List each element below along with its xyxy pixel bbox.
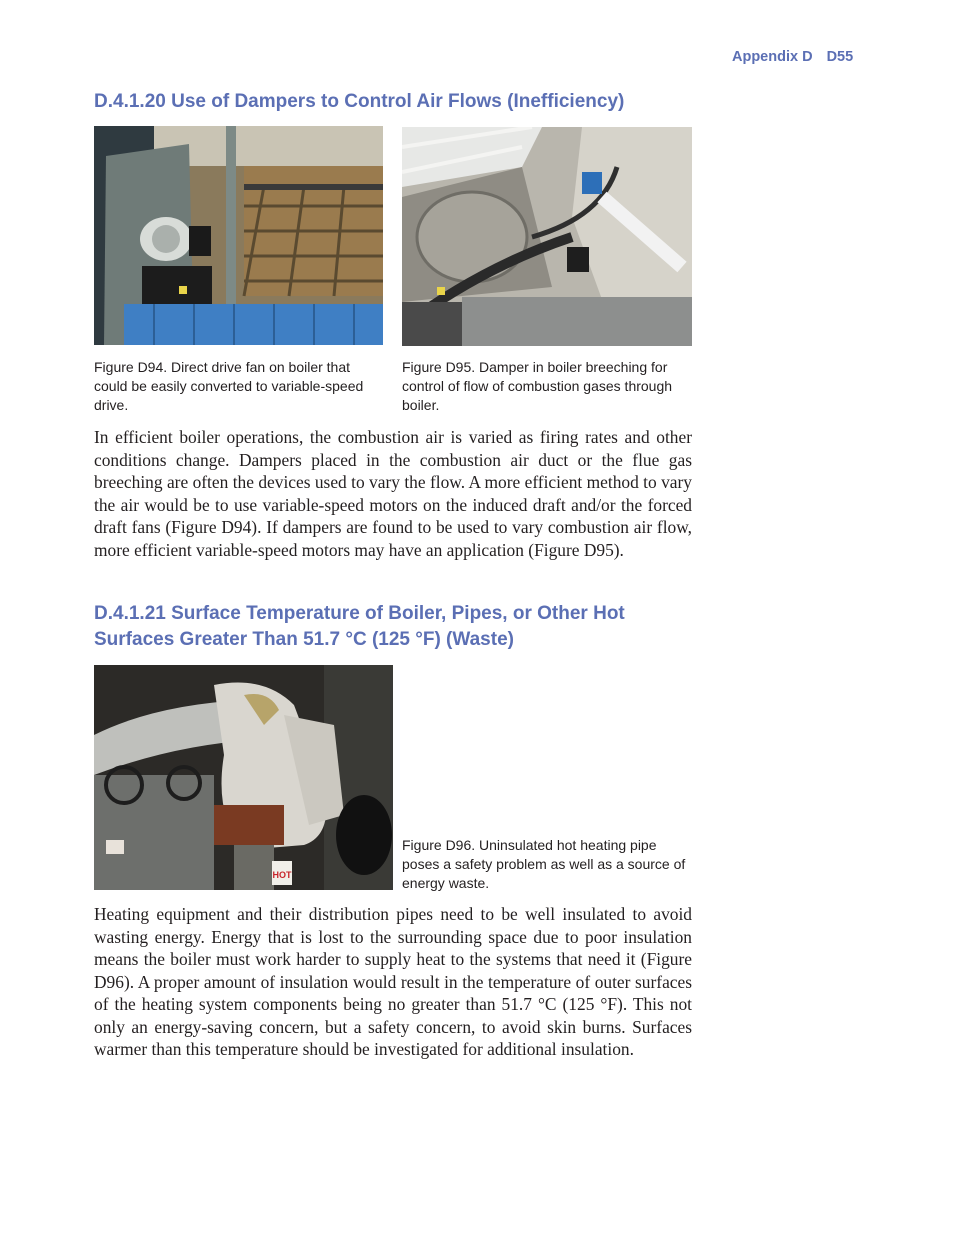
figure-d95-photo — [402, 127, 692, 346]
figure-d95-caption: Figure D95. Damper in boiler breeching for control of flow of combustion gases through boiler. — [402, 359, 673, 413]
figure-d94-photo — [94, 126, 383, 345]
figure-d96-photo — [94, 665, 393, 890]
running-head-label: Appendix D — [732, 49, 813, 65]
section-heading-dampers: D.4.1.20 Use of Dampers to Control Air Flows (Inefficiency) — [94, 91, 625, 112]
figure-d94-caption: Figure D94. Direct drive fan on boiler that could be easily converted to variable-speed drive. — [94, 359, 364, 413]
hot-sign-text: HOT — [272, 870, 292, 880]
running-head — [732, 49, 853, 65]
figure-d96-caption: Figure D96. Uninsulated hot heating pipe poses a safety problem as well as a source of energy waste. — [402, 837, 686, 891]
paragraph-dampers: In efficient boiler operations, the combustion air is varied as firing rates and other conditions change. Dampers placed in the combustion air duct or the flue gas breeching are often the devices used to vary the flow. A more efficient method to vary the air would be to use variable-speed motors on the induced draft and/or the forced draft fans (Figure D94). If dampers are found to be used to vary combustion air flow, more efficient variable-speed motors may have an application (Figure D95). — [94, 427, 692, 560]
paragraph-insulation: Heating equipment and their distribution pipes need to be well insulated to avoid wasting energy. Energy that is lost to the surrounding space due to poor insulation means the boiler must work harder to supply heat to the systems that need it (Figure D96). A proper amount of insulation would result in the temperature of outer surfaces of the heating system components being no greater than 51.7 °C (125 °F). This not only an energy-saving concern, but a safety concern, to avoid skin burns. Surfaces warmer than this temperature should be investigated for additional insulation. — [94, 904, 692, 1059]
page-number: D55 — [826, 49, 854, 65]
section-heading-surface-temperature: D.4.1.21 Surface Temperature of Boiler, Pipes, or Other Hot Surfaces Greater Than 51.7 °C (125 °F) (Waste) — [94, 603, 625, 650]
